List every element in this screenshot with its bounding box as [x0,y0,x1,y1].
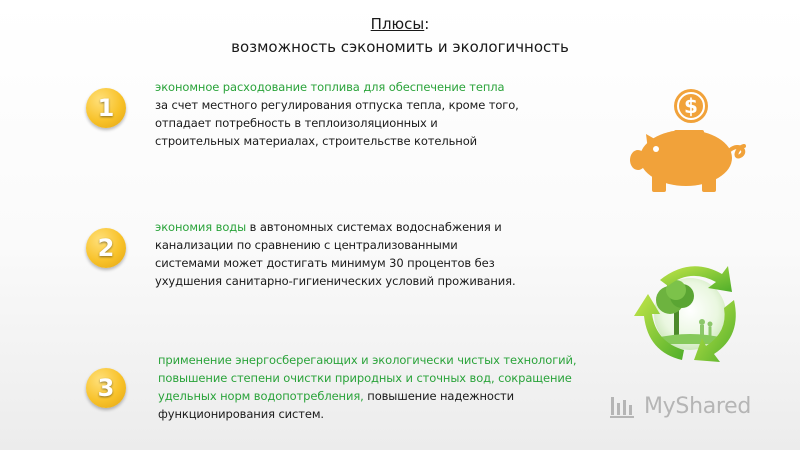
title-subtitle: возможность сэкономить и экологичность [231,38,569,56]
number-badge-2: 2 [86,228,126,268]
slide-title [0,14,800,57]
title-main: Плюсы [370,15,425,33]
item-2-highlight: экономия воды [155,220,247,234]
item-3-text [158,351,576,423]
recycle-eco-icon [630,252,750,372]
title-colon: : [424,15,430,33]
item-2-line: системами может достигать минимум 30 процентов без [155,256,495,270]
item-1-highlight: экономное расходование топлива для обеспечение тепла [155,80,505,94]
piggy-bank-dollar-icon [626,86,756,196]
item-1-line: отпадает потребность в теплоизоляционных и [155,116,438,130]
item-3-line: функционирования систем. [158,407,324,421]
number-badge-3: 3 [86,368,126,408]
item-3-highlight: удельных норм водопотребления, [158,389,364,403]
watermark-text: MyShared [644,393,752,419]
item-1-line: за счет местного регулирования отпуска тепла, кроме того, [155,98,519,112]
number-badge-1: 1 [86,88,126,128]
watermark [608,388,751,424]
item-3-line: повышение степени очистки природных и сточных вод, сокращение [158,371,572,385]
item-2-text [155,218,516,290]
svg-text:$: $ [684,94,698,118]
item-2-line: ухудшения санитарно-гигиенических условий проживания. [155,274,516,288]
item-1-line: строительных материалах, строительстве котельной [155,134,478,148]
chart-logo-icon [608,391,638,421]
item-2-first-line-rest: в автономных системах водоснабжения и [246,220,502,234]
item-1-text [155,78,519,150]
item-3-line: применение энергосберегающих и экологически чистых технологий, [158,353,577,367]
item-2-line: канализации по сравнению с централизованными [155,238,458,252]
item-3-mixed-rest: повышение надежности [363,389,515,403]
